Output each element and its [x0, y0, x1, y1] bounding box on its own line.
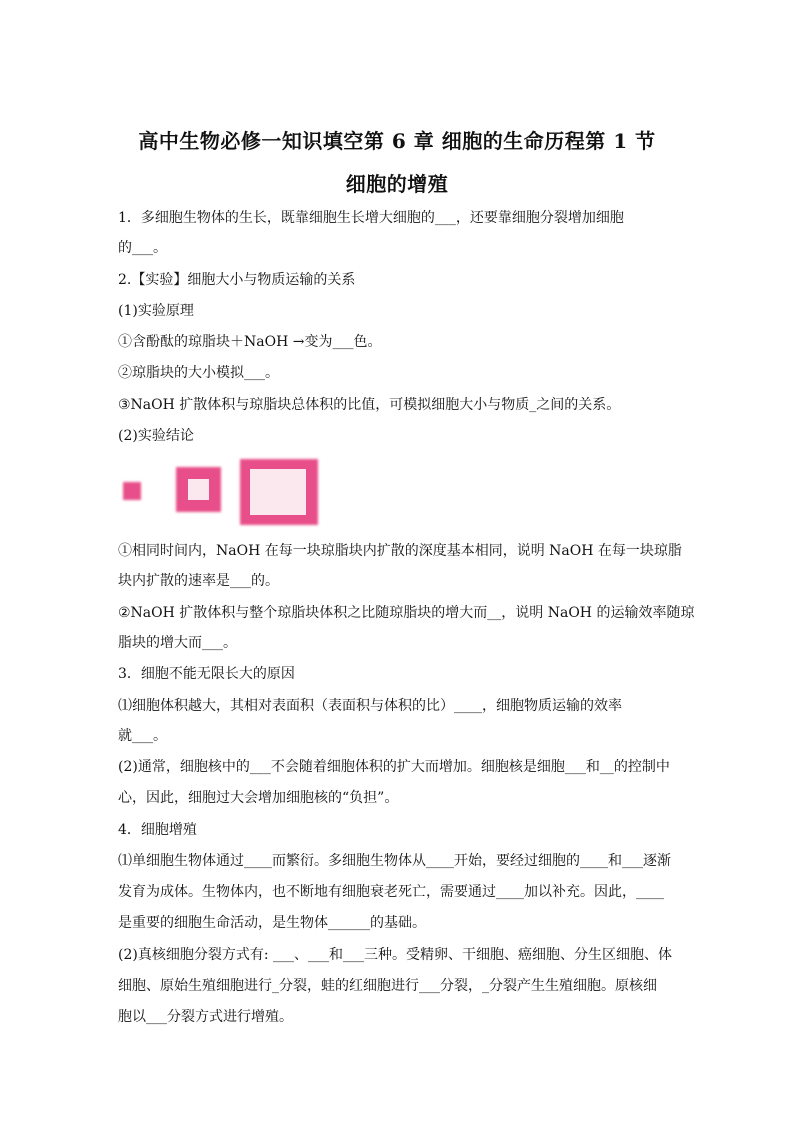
text-line: 心，因此，细胞过大会增加细胞核的“负担”。 — [118, 790, 399, 806]
text-line: 细胞、原始生殖细胞进行_分裂，蛙的红细胞进行___分裂，_分裂产生生殖细胞。原核细 — [118, 978, 657, 994]
text-line: 4．细胞增殖 — [118, 822, 197, 838]
small-agar-cube — [123, 482, 141, 500]
page-title: 高中生物必修一知识填空第 6 章 细胞的生命历程第 1 节 — [138, 129, 656, 153]
text-line: 2.【实验】细胞大小与物质运输的关系 — [118, 272, 356, 288]
text-line: ②NaOH 扩散体积与整个琼脂块体积之比随琼脂块的增大而__，说明 NaOH 的运输效率随琼 — [118, 605, 695, 621]
text-line: (2)真核细胞分裂方式有: ___、___和___三种。受精卵、干细胞、癌细胞、分生区细胞、体 — [118, 947, 672, 963]
medium-agar-cube — [176, 467, 221, 512]
text-line: 胞以___分裂方式进行增殖。 — [118, 1009, 293, 1025]
text-line: 是重要的细胞生命活动，是生物体______的基础。 — [118, 915, 426, 931]
text-line: 发育为成体。生物体内，也不断地有细胞衰老死亡，需要通过____加以补充。因此，____ — [118, 884, 664, 900]
text-line: 1．多细胞生物体的生长，既靠细胞生长增大细胞的___，还要靠细胞分裂增加细胞 — [118, 210, 624, 226]
agar-cubes-figure — [118, 455, 328, 533]
text-line: 脂块的增大而___。 — [118, 635, 237, 651]
text-line: ①含酚酞的琼脂块＋NaOH →变为___色。 — [118, 334, 382, 350]
text-line: ①相同时间内，NaOH 在每一块琼脂块内扩散的深度基本相同，说明 NaOH 在每一块琼脂 — [118, 543, 682, 559]
text-line: ③NaOH 扩散体积与琼脂块总体积的比值，可模拟细胞大小与物质_之间的关系。 — [118, 397, 621, 413]
text-line: 块内扩散的速率是___的。 — [118, 573, 279, 589]
text-line: ②琼脂块的大小模拟___。 — [118, 365, 279, 381]
text-line: ⑴细胞体积越大，其相对表面积（表面积与体积的比）____，细胞物质运输的效率 — [118, 698, 622, 714]
large-agar-cube — [240, 459, 318, 525]
text-line: (1)实验原理 — [118, 303, 194, 319]
text-line: 就___。 — [118, 728, 167, 744]
text-line: ⑴单细胞生物体通过____而繁衍。多细胞生物体从____开始，要经过细胞的____和___逐渐 — [118, 853, 671, 869]
text-line: 的___。 — [118, 240, 167, 256]
page-subtitle: 细胞的增殖 — [345, 172, 449, 196]
text-line: (2)实验结论 — [118, 428, 194, 444]
text-line: (2)通常，细胞核中的___不会随着细胞体积的扩大而增加。细胞核是细胞___和__的控制中 — [118, 759, 670, 775]
text-line: 3．细胞不能无限长大的原因 — [118, 666, 295, 682]
